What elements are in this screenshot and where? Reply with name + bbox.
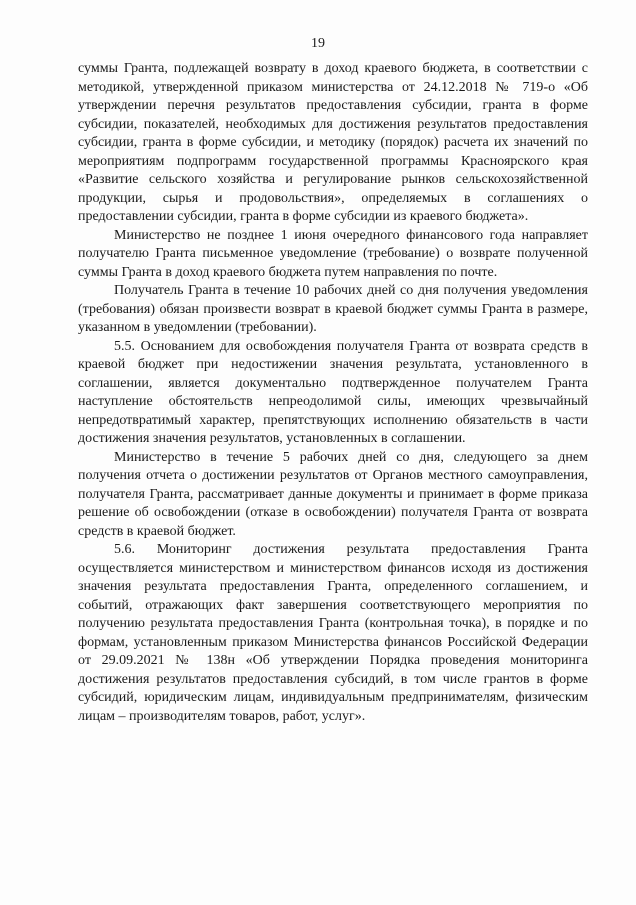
page-number: 19 — [311, 36, 325, 51]
document-body — [78, 60, 588, 726]
paragraph: суммы Гранта, подлежащей возврату в доход краевого бюджета, в соответствии с методикой, утвержденной приказом министерства от 24.12.2018 № 719-о «Об утверждении перечня результатов предоставления субсидии, гранта в форме субсидии, показателей, необходимых для достижения результатов предоставления субсидии, гранта в форме субсидии, и методику (порядок) расчета их значений по мероприятиям подпрограмм государственной программы Красноярского края «Развитие сельского хозяйства и регулирование рынков сельскохозяйственной продукции, сырья и продовольствия», определяемых в соглашениях о предоставлении субсидии, гранта в форме субсидии из краевого бюджета». — [78, 61, 588, 224]
paragraph: 5.5. Основанием для освобождения получателя Гранта от возврата средств в краевой бюджет при недостижении значения результата, установленного в соглашении, является документально подтвержденное получателем Гранта наступление обстоятельств непреодолимой силы, имеющих чрезвычайный непредотвратимый характер, препятствующих исполнению обязательств в части достижения значения результатов, установленных в соглашении. — [78, 338, 588, 446]
paragraph: Министерство в течение 5 рабочих дней со дня, следующего за днем получения отчета о достижении результатов от Органов местного самоуправления, получателя Гранта, рассматривает данные документы и принимает в форме приказа решение об освобождении (отказе в освобождении) получателя Гранта от возврата средств в краевой бюджет. — [78, 449, 588, 539]
paragraph: Получатель Гранта в течение 10 рабочих дней со дня получения уведомления (требования) обязан произвести возврат в краевой бюджет суммы Гранта в размере, указанном в уведомлении (требовании). — [78, 283, 588, 335]
paragraph: Министерство не позднее 1 июня очередного финансового года направляет получателю Гранта письменное уведомление (требование) о возврате полученной суммы Гранта в доход краевого бюджета путем направления по почте. — [78, 227, 588, 280]
paragraph: 5.6. Мониторинг достижения результата предоставления Гранта осуществляется министерством и министерством финансов исходя из достижения значения результата предоставления Гранта, определенного соглашением, и событий, отражающих факт завершения соответствующего мероприятия по получению результата предоставления Гранта (контрольная точка), в порядке и по формам, установленным приказом Министерства финансов Российской Федерации от 29.09.2021 № 138н «Об утверждении Порядка проведения мониторинга достижения результатов предоставления субсидий, в том числе грантов в форме субсидий, юридическим лицам, индивидуальным предпринимателям, физическим лицам – производителям товаров, работ, услуг». — [78, 542, 588, 724]
